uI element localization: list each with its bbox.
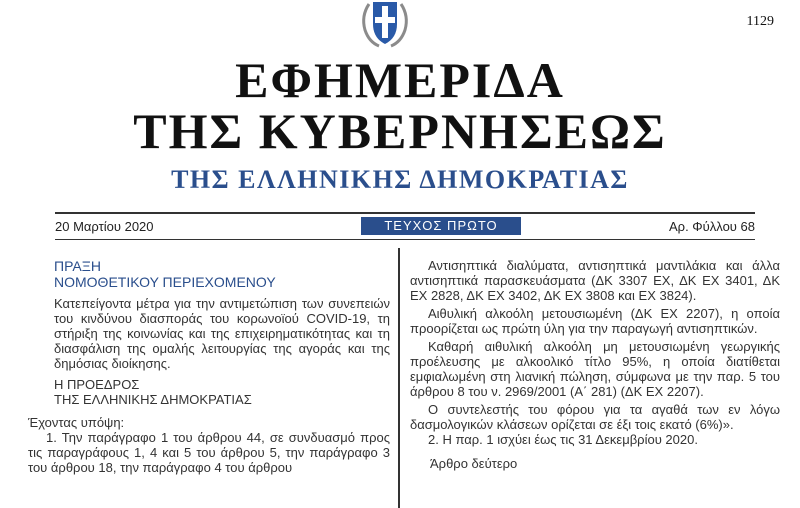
signatory-line1: Η ΠΡΟΕΔΡΟΣ [54, 377, 140, 392]
issue-date: 20 Μαρτίου 2020 [55, 219, 154, 234]
page-number: 1129 [746, 14, 774, 29]
act-heading-line1: ΠΡΑΞΗ [54, 258, 101, 274]
paragraph-validity: 2. Η παρ. 1 ισχύει έως τις 31 Δεκεμβρίου 2020. [428, 432, 698, 447]
considering-label: Έχοντας υπόψη: [28, 415, 125, 430]
header-rule [55, 212, 755, 214]
signatory [28, 377, 390, 407]
sheet-number: Αρ. Φύλλου 68 [669, 219, 755, 234]
gazette-title: ΕΦΗΜΕΡΙΔΑ [235, 52, 565, 108]
right-column [410, 258, 780, 471]
paragraph-denatured-alcohol: Αιθυλική αλκοόλη μετουσιωμένη (ΔΚ ΕΧ 2207), η οποία προορίζεται ως πρώτη ύλη για την παραγωγή αντισηπτικών. [410, 306, 780, 336]
paragraph-tax-rate: Ο συντελεστής του φόρου για τα αγαθά των εν λόγω δασμολογικών κλάσεων ορίζεται σε έξι τοις εκατό (6%)». [410, 402, 780, 432]
gazette-subtitle: ΤΗΣ ΕΛΛΗΝΙΚΗΣ ΔΗΜΟΚΡΑΤΙΑΣ [171, 165, 629, 194]
paragraph-pure-alcohol: Καθαρή αιθυλική αλκοόλη μη μετουσιωμένη γεωργικής προέλευσης με αλκοολικό τίτλο 95%, η οποία διατίθεται εμφιαλωμένη στη λιανική πώληση, σύμφωνα με την παρ. 5 του άρθρου 8 του ν. 2969/2001 (Α΄ 281) (ΔΚ ΕΧ 2207). [410, 339, 780, 399]
signatory-line2: ΤΗΣ ΕΛΛΗΝΙΚΗΣ ΔΗΜΟΚΡΑΤΙΑΣ [54, 392, 252, 407]
considering-item: 1. Την παράγραφο 1 του άρθρου 44, σε συνδυασμό προς τις παραγράφους 1, 4 και 5 του άρθρου 5, την παράγραφο 3 του άρθρου 18, την παράγραφο 4 του άρθρου [28, 430, 390, 475]
info-bar-rule [55, 239, 755, 240]
act-summary: Κατεπείγοντα μέτρα για την αντιμετώπιση των συνεπειών του κινδύνου διασποράς του κορωνοϊού COVID-19, τη στήριξη της κοινωνίας και της επιχειρηματικότητας και τη διασφάλιση της ομαλής λειτουργίας της αγοράς και της δημόσιας διοίκησης. [54, 296, 390, 371]
column-divider [398, 248, 400, 508]
article-heading: Άρθρο δεύτερο [430, 456, 518, 471]
issue-info-bar [55, 217, 755, 237]
issue-badge: ΤΕΥΧΟΣ ΠΡΩΤΟ [361, 217, 521, 235]
coat-of-arms-icon [355, 0, 415, 50]
act-heading [28, 258, 390, 290]
left-column [28, 258, 390, 475]
paragraph-antiseptics: Αντισηπτικά διαλύματα, αντισηπτικά μαντιλάκια και άλλα αντισηπτικά παρασκευάσματα (ΔΚ 3307 ΕΧ, ΔΚ ΕΧ 3401, ΔΚ ΕΧ 2828, ΔΚ ΕΧ 3402, ΔΚ ΕΧ 3808 και ΕΧ 3824). [410, 258, 780, 303]
gazette-title-line2: ΤΗΣ ΚΥΒΕΡΝΗΣΕΩΣ [133, 103, 667, 159]
act-heading-line2: ΝΟΜΟΘΕΤΙΚΟΥ ΠΕΡΙΕΧΟΜΕΝΟΥ [54, 274, 276, 290]
